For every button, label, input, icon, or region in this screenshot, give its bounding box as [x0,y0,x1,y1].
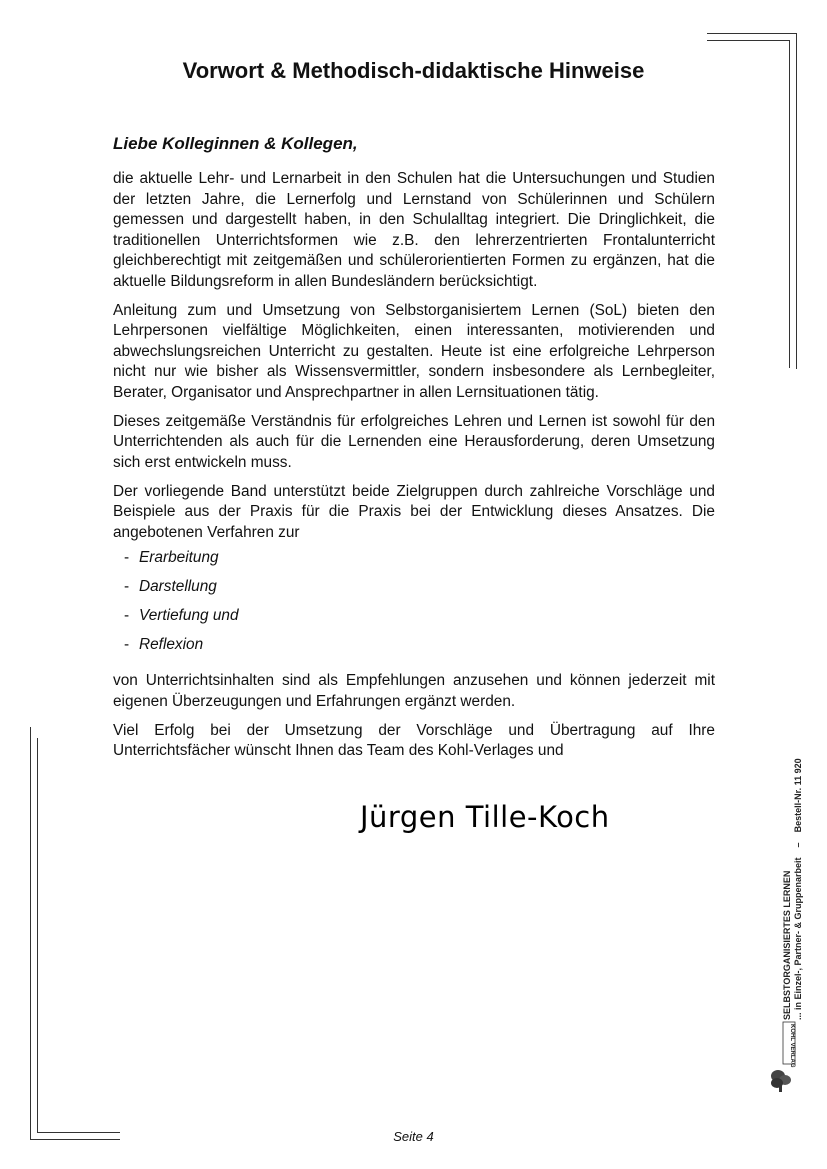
frame-top-right-inner-h [707,40,790,41]
svg-text:KOHL VERLAG: KOHL VERLAG [789,1024,795,1068]
tree-icon [768,1020,798,1094]
frame-bottom-left-outer-v [30,727,31,1139]
list-item-text: Reflexion [139,636,204,653]
page-number: Seite 4 [393,1129,434,1144]
paragraph-understanding: Dieses zeitgemäße Verständnis für erfolgreiches Lehren und Lernen ist sowohl für den Unterrichtenden als auch für die Lernenden eine Herausforderung, deren Umsetzung sich erst entwickeln muss. [113,412,715,471]
frame-bottom-left-inner-v [37,738,38,1132]
page-title: Vorwort & Methodisch-didaktische Hinweise [182,58,645,83]
paragraph-intro: die aktuelle Lehr- und Lernarbeit in den Schulen hat die Untersuchungen und Studien der letzten Jahre, die Lernerfolg und Lernstand von Schülerinnen und Schülern gemessen und dargestellt haben, in den Schulalltag integriert. Die Dringlichkeit, die traditionellen Unterrichtsformen wie z.B. den lehrerzentrierten Frontalunterricht gleichberechtigt mit zeitgemäßen und schülerorientierten Formen zu ergänzen, hat die aktuelle Bildungsreform in allen Bundesländern berücksichtigt. [113,170,715,290]
publisher-logo [768,1020,798,1094]
list-dash: - [124,607,130,624]
list-item-text: Darstellung [139,578,217,595]
paragraph-recommendations: von Unterrichtsinhalten sind als Empfehlungen anzusehen und können jederzeit mit eigenen Überzeugungen und Erfahrungen ergänzt werden. [113,672,715,710]
body-text [113,169,715,770]
list-dash: - [124,549,130,566]
signature: Jürgen Tille-Koch [360,800,610,834]
method-list [113,547,715,663]
list-dash: - [124,636,130,653]
side-label [782,758,804,1020]
side-label-line-2: ... in Einzel-, Partner- & Gruppenarbeit – Bestell-Nr. 11 920 [793,758,803,1020]
paragraph-methods: Der vorliegende Band unterstützt beide Zielgruppen durch zahlreiche Vorschläge und Beispiele aus der Praxis für die Praxis bei der Entwicklung dieses Ansatzes. Die angebotenen Verfahren zur [113,482,715,541]
list-item [113,634,715,663]
list-item [113,576,715,605]
paragraph-closing: Viel Erfolg bei der Umsetzung der Vorschläge und Übertragung auf Ihre Unterrichtsfächer wünscht Ihnen das Team des Kohl-Verlages und [113,721,715,759]
paragraph-sol: Anleitung zum und Umsetzung von Selbstorganisiertem Lernen (SoL) bieten den Lehrpersonen vielfältige Möglichkeiten, einen interessanten, motivierenden und abwechslungsreichen Unterricht zu gestalten. Heute ist eine erfolgreiche Lehrperson nicht nur wie bisher als Wissensvermittler, sondern insbesondere als Lernbegleiter, Berater, Organisator und Ansprechpartner in allen Lernsituationen tätig. [113,301,715,401]
frame-top-right-outer-h [707,33,797,34]
side-label-line-1: SELBSTORGANISIERTES LERNEN [782,870,792,1020]
list-dash: - [124,578,130,595]
greeting: Liebe Kolleginnen & Kollegen, [113,134,358,153]
list-item [113,547,715,576]
list-item [113,605,715,634]
order-number: Bestell-Nr. 11 920 [793,758,803,833]
list-item-text: Vertiefung und [139,607,239,624]
side-label-separator: – [793,842,803,848]
frame-top-right-inner-v [789,40,790,368]
list-item-text: Erarbeitung [139,549,219,566]
frame-top-right-outer-v [796,33,797,369]
